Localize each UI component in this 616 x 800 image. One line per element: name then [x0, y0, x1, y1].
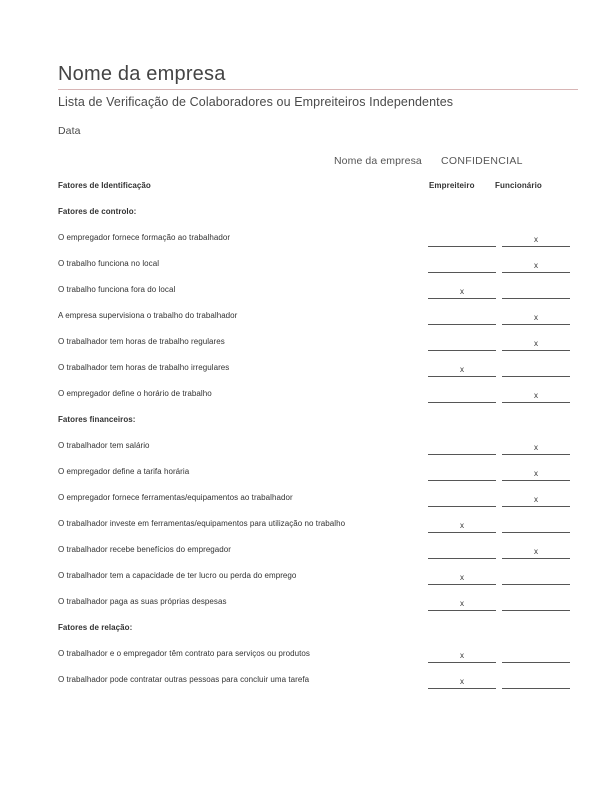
answer-underline [428, 298, 496, 299]
answer-cell-empreiteiro[interactable] [428, 516, 496, 536]
checklist-row [58, 466, 578, 492]
company-title: Nome da empresa [58, 63, 226, 85]
checklist-row [58, 648, 578, 674]
answer-mark: x [534, 235, 538, 244]
document-header [58, 62, 578, 137]
confidential-company-name: Nome da empresa [334, 155, 422, 167]
answer-mark: x [460, 573, 464, 582]
answer-cell-funcionario[interactable] [502, 646, 570, 666]
answer-underline [502, 246, 570, 247]
checklist-row [58, 284, 578, 310]
answer-mark: x [460, 521, 464, 530]
answer-cell-empreiteiro[interactable] [428, 308, 496, 328]
date-label: Data [58, 125, 81, 137]
answer-underline [428, 376, 496, 377]
answer-mark: x [534, 391, 538, 400]
checklist-row [58, 232, 578, 258]
answer-cell-funcionario[interactable] [502, 360, 570, 380]
answer-cell-empreiteiro[interactable] [428, 282, 496, 302]
answer-underline [502, 272, 570, 273]
checklist-row [58, 440, 578, 466]
answer-underline [428, 662, 496, 663]
answer-mark: x [460, 287, 464, 296]
answer-cell-empreiteiro[interactable] [428, 438, 496, 458]
answer-mark: x [534, 313, 538, 322]
checklist-section-heading [58, 206, 578, 232]
checklist-row-label: Fatores financeiros: [58, 415, 136, 424]
answer-underline [428, 454, 496, 455]
answer-underline [428, 610, 496, 611]
answer-cell-empreiteiro[interactable] [428, 672, 496, 692]
confidential-row [58, 155, 578, 169]
answer-underline [502, 532, 570, 533]
answer-underline [502, 506, 570, 507]
answer-cell-funcionario[interactable] [502, 256, 570, 276]
answer-underline [428, 584, 496, 585]
answer-mark: x [534, 495, 538, 504]
answer-cell-empreiteiro[interactable] [428, 256, 496, 276]
answer-cell-empreiteiro[interactable] [428, 568, 496, 588]
checklist-row-label: O trabalhador tem horas de trabalho irregulares [58, 363, 230, 372]
checklist-row-label: O trabalho funciona no local [58, 259, 160, 268]
answer-underline [428, 480, 496, 481]
checklist-row-label: O empregador define a tarifa horária [58, 467, 190, 476]
answer-cell-empreiteiro[interactable] [428, 542, 496, 562]
checklist-row-label: Fatores de Identificação [58, 181, 151, 190]
answer-cell-funcionario[interactable] [502, 464, 570, 484]
column-header-empreiteiro: Empreiteiro [429, 181, 475, 190]
answer-underline [502, 480, 570, 481]
answer-underline [502, 454, 570, 455]
answer-cell-funcionario[interactable] [502, 282, 570, 302]
answer-mark: x [460, 677, 464, 686]
answer-mark: x [534, 547, 538, 556]
answer-cell-empreiteiro[interactable] [428, 334, 496, 354]
answer-underline [428, 558, 496, 559]
answer-underline [428, 506, 496, 507]
checklist-body [58, 180, 578, 700]
checklist-row-label: O empregador fornece ferramentas/equipamentos ao trabalhador [58, 493, 293, 502]
answer-cell-empreiteiro[interactable] [428, 594, 496, 614]
answer-underline [502, 688, 570, 689]
answer-underline [502, 298, 570, 299]
answer-cell-empreiteiro[interactable] [428, 230, 496, 250]
answer-underline [502, 376, 570, 377]
checklist-row-label: O trabalhador recebe benefícios do empregador [58, 545, 232, 554]
answer-underline [428, 688, 496, 689]
checklist-row-label: A empresa supervisiona o trabalho do trabalhador [58, 311, 238, 320]
answer-cell-funcionario[interactable] [502, 516, 570, 536]
answer-cell-funcionario[interactable] [502, 594, 570, 614]
checklist-row [58, 518, 578, 544]
document-subtitle: Lista de Verificação de Colaboradores ou Empreiteiros Independentes [58, 95, 454, 109]
answer-underline [502, 610, 570, 611]
answer-underline [502, 662, 570, 663]
checklist-row [58, 362, 578, 388]
answer-cell-empreiteiro[interactable] [428, 490, 496, 510]
checklist-row-label: Fatores de controlo: [58, 207, 137, 216]
checklist-row [58, 336, 578, 362]
answer-cell-funcionario[interactable] [502, 438, 570, 458]
checklist-row-label: O trabalhador e o empregador têm contrato para serviços ou produtos [58, 649, 310, 658]
checklist-row-label: O trabalhador tem a capacidade de ter lucro ou perda do emprego [58, 571, 297, 580]
checklist-row-label: O empregador define o horário de trabalho [58, 389, 212, 398]
answer-underline [502, 324, 570, 325]
answer-mark: x [460, 365, 464, 374]
answer-underline [428, 324, 496, 325]
checklist-row [58, 544, 578, 570]
answer-cell-empreiteiro[interactable] [428, 464, 496, 484]
answer-mark: x [460, 651, 464, 660]
answer-underline [428, 350, 496, 351]
checklist-row-label: O trabalhador paga as suas próprias despesas [58, 597, 227, 606]
answer-underline [502, 558, 570, 559]
checklist-row [58, 310, 578, 336]
answer-mark: x [460, 599, 464, 608]
answer-cell-empreiteiro[interactable] [428, 646, 496, 666]
answer-cell-funcionario[interactable] [502, 334, 570, 354]
column-header-funcionario: Funcionário [495, 181, 542, 190]
checklist-row-label: O trabalho funciona fora do local [58, 285, 176, 294]
checklist-row [58, 596, 578, 622]
answer-underline [428, 532, 496, 533]
answer-mark: x [534, 339, 538, 348]
checklist-row [58, 674, 578, 700]
answer-cell-funcionario[interactable] [502, 672, 570, 692]
answer-cell-funcionario[interactable] [502, 568, 570, 588]
answer-cell-funcionario[interactable] [502, 230, 570, 250]
answer-underline [502, 402, 570, 403]
checklist-section-heading [58, 414, 578, 440]
checklist-row-label: O trabalhador tem horas de trabalho regulares [58, 337, 225, 346]
answer-underline [502, 350, 570, 351]
answer-underline [428, 402, 496, 403]
title-accent-rule [58, 89, 578, 90]
answer-cell-funcionario[interactable] [502, 386, 570, 406]
checklist-row [58, 570, 578, 596]
checklist-row-label: O trabalhador tem salário [58, 441, 150, 450]
answer-mark: x [534, 261, 538, 270]
checklist-row-label: O empregador fornece formação ao trabalhador [58, 233, 231, 242]
answer-cell-empreiteiro[interactable] [428, 360, 496, 380]
answer-mark: x [534, 469, 538, 478]
checklist-row [58, 258, 578, 284]
checklist-row [58, 388, 578, 414]
answer-underline [502, 584, 570, 585]
answer-underline [428, 272, 496, 273]
checklist-row-label: Fatores de relação: [58, 623, 133, 632]
checklist-row-label: O trabalhador pode contratar outras pessoas para concluir uma tarefa [58, 675, 310, 684]
checklist-section-heading [58, 622, 578, 648]
answer-cell-funcionario[interactable] [502, 308, 570, 328]
answer-cell-empreiteiro[interactable] [428, 386, 496, 406]
answer-cell-funcionario[interactable] [502, 490, 570, 510]
checklist-row-label: O trabalhador investe em ferramentas/equipamentos para utilização no trabalho [58, 519, 346, 528]
confidential-label: CONFIDENCIAL [441, 155, 523, 167]
answer-underline [428, 246, 496, 247]
checklist-section-heading [58, 180, 578, 206]
checklist-row [58, 492, 578, 518]
answer-cell-funcionario[interactable] [502, 542, 570, 562]
answer-mark: x [534, 443, 538, 452]
